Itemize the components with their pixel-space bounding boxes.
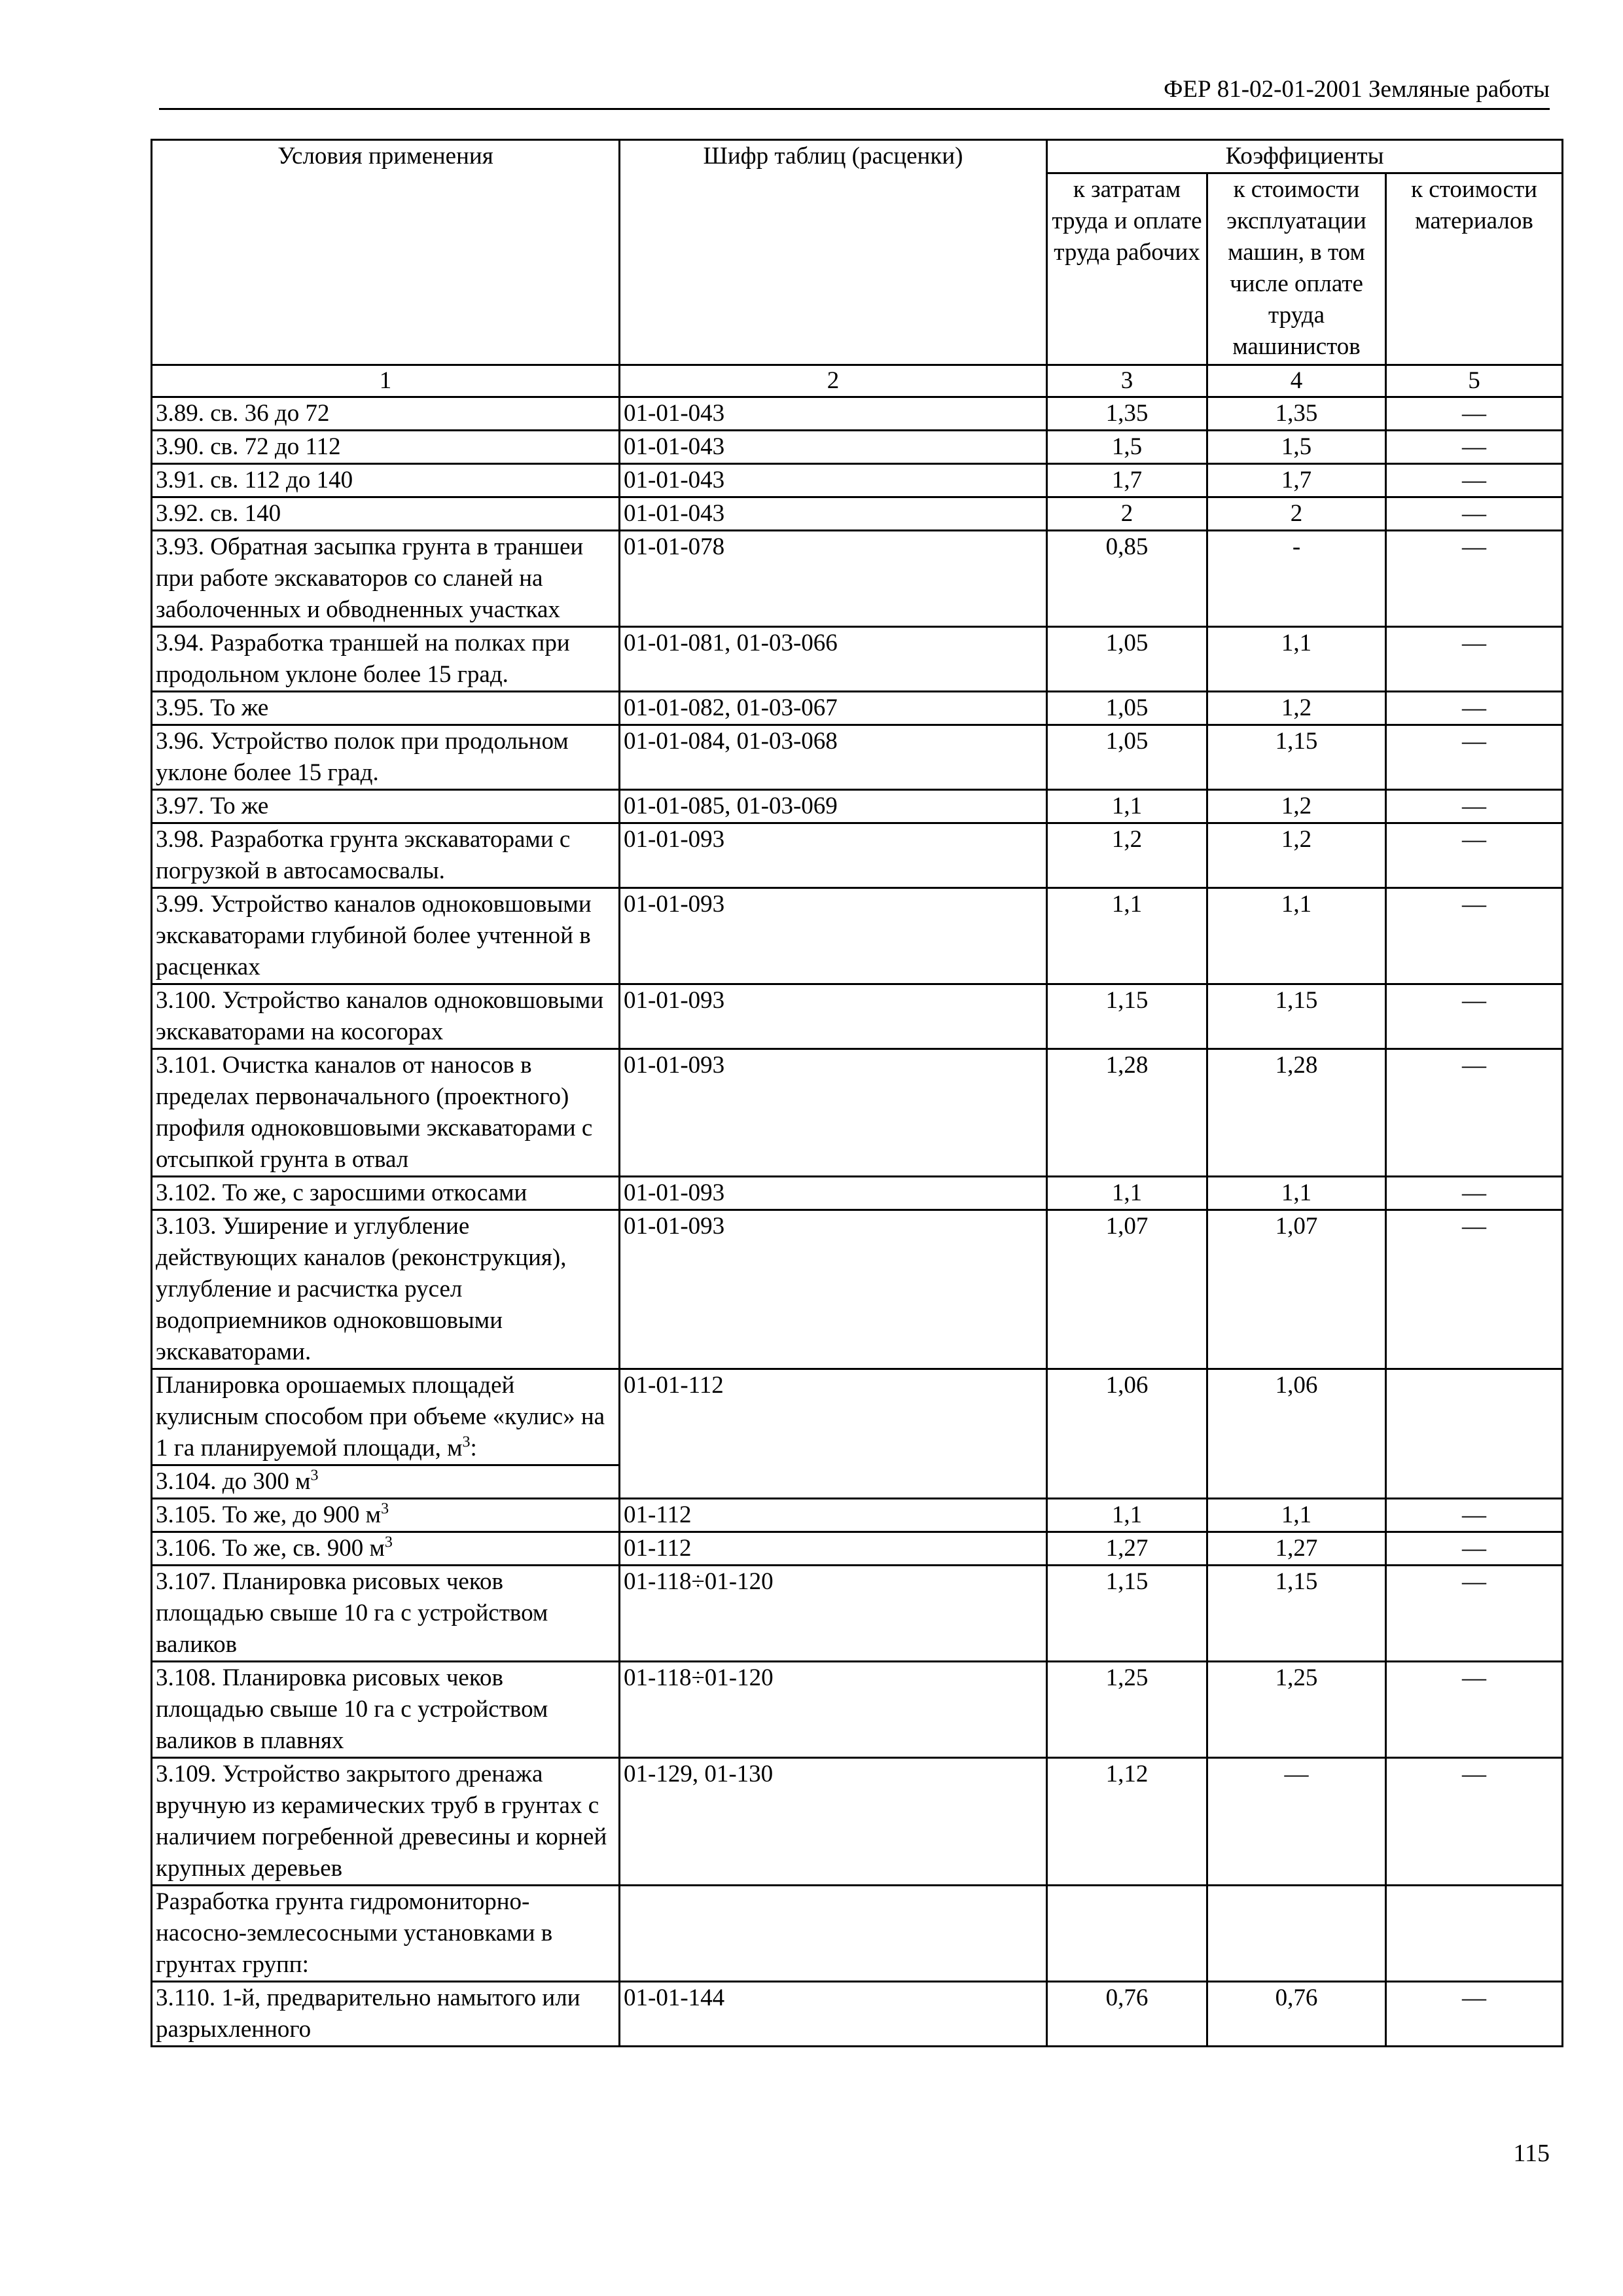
row-labor-coefficient: 1,1 xyxy=(1047,888,1207,984)
header-code: Шифр таблиц (расценки) xyxy=(620,140,1047,365)
row-labor-coefficient: 1,05 xyxy=(1047,725,1207,790)
row-conditions: 3.97. То же xyxy=(152,790,620,823)
table-row-hydro-title xyxy=(152,1886,1563,1982)
row-code: 01-112 xyxy=(620,1532,1047,1566)
planning-labor: 1,06 xyxy=(1047,1369,1207,1499)
table-row xyxy=(152,725,1563,790)
row-materials-coefficient: — xyxy=(1386,1499,1563,1532)
row-materials-coefficient: — xyxy=(1386,1662,1563,1758)
row-machines-coefficient: 0,76 xyxy=(1207,1982,1386,2047)
row-materials-coefficient: — xyxy=(1386,725,1563,790)
row-conditions: 3.93. Обратная засыпка грунта в траншеи при работе экскаваторов со сланей на заболоченных и обводненных участках xyxy=(152,531,620,627)
row-conditions: 3.98. Разработка грунта экскаваторами с погрузкой в автосамосвалы. xyxy=(152,823,620,888)
row-labor-coefficient: 0,85 xyxy=(1047,531,1207,627)
row-machines-coefficient: 1,1 xyxy=(1207,1177,1386,1210)
row-materials-coefficient: — xyxy=(1386,1982,1563,2047)
row-conditions: 3.102. То же, с заросшими откосами xyxy=(152,1177,620,1210)
row-labor-coefficient: 1,7 xyxy=(1047,464,1207,497)
table-row xyxy=(152,1662,1563,1758)
column-number: 3 xyxy=(1047,365,1207,397)
row-machines-coefficient: 1,2 xyxy=(1207,790,1386,823)
row-materials-coefficient: — xyxy=(1386,497,1563,531)
row-machines-coefficient: 1,35 xyxy=(1207,397,1386,431)
row-machines-coefficient: 1,25 xyxy=(1207,1662,1386,1758)
row-materials-coefficient: — xyxy=(1386,431,1563,464)
row-machines-coefficient: 1,28 xyxy=(1207,1049,1386,1177)
row-conditions: 3.100. Устройство каналов одноковшовыми экскаваторами на косогорах xyxy=(152,984,620,1049)
table-row xyxy=(152,888,1563,984)
row-conditions: 3.89. св. 36 до 72 xyxy=(152,397,620,431)
row-conditions: 3.99. Устройство каналов одноковшовыми экскаваторами глубиной более учтенной в расценках xyxy=(152,888,620,984)
column-number: 2 xyxy=(620,365,1047,397)
row-conditions: 3.91. св. 112 до 140 xyxy=(152,464,620,497)
row-machines-coefficient: 1,27 xyxy=(1207,1532,1386,1566)
table-row xyxy=(152,627,1563,692)
row-conditions: 3.90. св. 72 до 112 xyxy=(152,431,620,464)
row-labor-coefficient: 1,15 xyxy=(1047,984,1207,1049)
empty-cell xyxy=(1047,1886,1207,1982)
row-code: 01-112 xyxy=(620,1499,1047,1532)
row-code: 01-01-093 xyxy=(620,1049,1047,1177)
planning-materials xyxy=(1386,1369,1563,1499)
planning-group xyxy=(152,1369,1563,1499)
planning-code: 01-01-112 xyxy=(620,1369,1047,1499)
table-row xyxy=(152,1758,1563,1886)
row-machines-coefficient: 1,1 xyxy=(1207,627,1386,692)
row-materials-coefficient: — xyxy=(1386,1566,1563,1662)
row-labor-coefficient: 1,1 xyxy=(1047,1177,1207,1210)
row-materials-coefficient: — xyxy=(1386,790,1563,823)
table-row xyxy=(152,1566,1563,1662)
row-code: 01-01-043 xyxy=(620,397,1047,431)
row-materials-coefficient: — xyxy=(1386,1210,1563,1369)
row-materials-coefficient: — xyxy=(1386,531,1563,627)
row-labor-coefficient: 2 xyxy=(1047,497,1207,531)
row-conditions: 3.103. Уширение и углубление действующих каналов (реконструкция), углубление и расчистка русел водоприемников одноковшовыми экскаваторами. xyxy=(152,1210,620,1369)
row-code: 01-01-093 xyxy=(620,984,1047,1049)
table-row xyxy=(152,1532,1563,1566)
empty-cell xyxy=(620,1886,1047,1982)
row-machines-coefficient: 1,5 xyxy=(1207,431,1386,464)
table-row xyxy=(152,1210,1563,1369)
row-machines-coefficient: - xyxy=(1207,531,1386,627)
table-row xyxy=(152,823,1563,888)
row-conditions: 3.110. 1-й, предварительно намытого или разрыхленного xyxy=(152,1982,620,2047)
row-labor-coefficient: 1,28 xyxy=(1047,1049,1207,1177)
row-materials-coefficient: — xyxy=(1386,1177,1563,1210)
table-row xyxy=(152,1177,1563,1210)
table-body-b xyxy=(152,1566,1563,1886)
row-code: 01-118÷01-120 xyxy=(620,1566,1047,1662)
column-number: 1 xyxy=(152,365,620,397)
row-machines-coefficient: 1,1 xyxy=(1207,1499,1386,1532)
row-machines-coefficient: 1,07 xyxy=(1207,1210,1386,1369)
row-code: 01-129, 01-130 xyxy=(620,1758,1047,1886)
row-labor-coefficient: 1,25 xyxy=(1047,1662,1207,1758)
row-labor-coefficient: 1,27 xyxy=(1047,1532,1207,1566)
row-conditions: 3.106. То же, св. 900 $м^3$ xyxy=(152,1532,620,1566)
row-machines-coefficient: — xyxy=(1207,1758,1386,1886)
row-machines-coefficient: 1,2 xyxy=(1207,692,1386,725)
row-code: 01-01-082, 01-03-067 xyxy=(620,692,1047,725)
table-row xyxy=(152,497,1563,531)
row-conditions: 3.104. до 300 $м^3$ xyxy=(152,1465,620,1499)
row-labor-coefficient: 1,05 xyxy=(1047,692,1207,725)
table-row xyxy=(152,984,1563,1049)
table-row-planning-title xyxy=(152,1369,1563,1465)
row-machines-coefficient: 2 xyxy=(1207,497,1386,531)
table-row xyxy=(152,1049,1563,1177)
column-number: 4 xyxy=(1207,365,1386,397)
row-materials-coefficient: — xyxy=(1386,823,1563,888)
header-row-1 xyxy=(152,140,1563,173)
row-labor-coefficient: 1,35 xyxy=(1047,397,1207,431)
row-code: 01-01-093 xyxy=(620,1177,1047,1210)
table-body-a xyxy=(152,397,1563,1369)
coefficients-table xyxy=(151,139,1563,2047)
row-machines-coefficient: 1,15 xyxy=(1207,984,1386,1049)
row-materials-coefficient: — xyxy=(1386,984,1563,1049)
row-machines-coefficient: 1,2 xyxy=(1207,823,1386,888)
column-number-row xyxy=(152,365,1563,397)
page-number: 115 xyxy=(1513,2140,1550,2167)
table-row xyxy=(152,692,1563,725)
row-conditions: 3.107. Планировка рисовых чеков площадью свыше 10 га с устройством валиков xyxy=(152,1566,620,1662)
empty-cell xyxy=(1386,1886,1563,1982)
row-machines-coefficient: 1,15 xyxy=(1207,725,1386,790)
empty-cell xyxy=(1207,1886,1386,1982)
row-code: 01-01-085, 01-03-069 xyxy=(620,790,1047,823)
table-row xyxy=(152,790,1563,823)
row-labor-coefficient: 1,1 xyxy=(1047,790,1207,823)
table-body-c xyxy=(152,1982,1563,2047)
row-materials-coefficient: — xyxy=(1386,397,1563,431)
row-machines-coefficient: 1,1 xyxy=(1207,888,1386,984)
row-machines-coefficient: 1,15 xyxy=(1207,1566,1386,1662)
planning-group-title: Планировка орошаемых площадей кулисным способом при объеме «кулис» на 1 га планируемой площади, $м^3$: xyxy=(152,1369,620,1465)
row-conditions: 3.96. Устройство полок при продольном уклоне более 15 град. xyxy=(152,725,620,790)
running-header: ФЕР 81-02-01-2001 Земляные работы xyxy=(1164,76,1550,103)
row-code: 01-01-093 xyxy=(620,823,1047,888)
row-conditions: 3.108. Планировка рисовых чеков площадью свыше 10 га с устройством валиков в плавнях xyxy=(152,1662,620,1758)
header-materials: к стоимости материалов xyxy=(1386,173,1563,365)
row-code: 01-01-093 xyxy=(620,1210,1047,1369)
row-conditions: 3.95. То же xyxy=(152,692,620,725)
row-code: 01-01-043 xyxy=(620,497,1047,531)
row-code: 01-01-093 xyxy=(620,888,1047,984)
hydro-group xyxy=(152,1886,1563,1982)
row-labor-coefficient: 1,1 xyxy=(1047,1499,1207,1532)
row-conditions: 3.109. Устройство закрытого дренажа вручную из керамических труб в грунтах с наличием погребенной древесины и корней крупных деревьев xyxy=(152,1758,620,1886)
row-labor-coefficient: 1,15 xyxy=(1047,1566,1207,1662)
row-conditions: 3.92. св. 140 xyxy=(152,497,620,531)
row-machines-coefficient: 1,7 xyxy=(1207,464,1386,497)
column-number: 5 xyxy=(1386,365,1563,397)
row-code: 01-01-043 xyxy=(620,431,1047,464)
planning-machines: 1,06 xyxy=(1207,1369,1386,1499)
header-coefficients: Коэффициенты xyxy=(1047,140,1563,173)
row-materials-coefficient: — xyxy=(1386,888,1563,984)
row-materials-coefficient: — xyxy=(1386,464,1563,497)
row-conditions: 3.94. Разработка траншей на полках при продольном уклоне более 15 град. xyxy=(152,627,620,692)
row-code: 01-01-084, 01-03-068 xyxy=(620,725,1047,790)
row-code: 01-118÷01-120 xyxy=(620,1662,1047,1758)
table-row xyxy=(152,431,1563,464)
table-row xyxy=(152,1499,1563,1532)
row-labor-coefficient: 1,5 xyxy=(1047,431,1207,464)
header-machines: к стоимости эксплуатации машин, в том числе оплате труда машинистов xyxy=(1207,173,1386,365)
row-code: 01-01-043 xyxy=(620,464,1047,497)
row-materials-coefficient: — xyxy=(1386,1532,1563,1566)
header-labor: к затратам труда и оплате труда рабочих xyxy=(1047,173,1207,365)
row-materials-coefficient: — xyxy=(1386,1049,1563,1177)
hydro-group-title: Разработка грунта гидромониторно-насосно-землесосными установками в грунтах групп: xyxy=(152,1886,620,1982)
row-code: 01-01-081, 01-03-066 xyxy=(620,627,1047,692)
row-labor-coefficient: 1,05 xyxy=(1047,627,1207,692)
row-code: 01-01-078 xyxy=(620,531,1047,627)
header-conditions: Условия применения xyxy=(152,140,620,365)
table-row xyxy=(152,397,1563,431)
row-labor-coefficient: 1,2 xyxy=(1047,823,1207,888)
header-rule xyxy=(159,108,1550,110)
row-labor-coefficient: 1,07 xyxy=(1047,1210,1207,1369)
row-labor-coefficient: 1,12 xyxy=(1047,1758,1207,1886)
row-materials-coefficient: — xyxy=(1386,627,1563,692)
row-materials-coefficient: — xyxy=(1386,1758,1563,1886)
table-row xyxy=(152,464,1563,497)
row-conditions: 3.101. Очистка каналов от наносов в пределах первоначального (проектного) профиля одноковшовыми экскаваторами с отсыпкой грунта в отвал xyxy=(152,1049,620,1177)
table-row xyxy=(152,531,1563,627)
row-conditions: 3.105. То же, до 900 $м^3$ xyxy=(152,1499,620,1532)
table-row xyxy=(152,1982,1563,2047)
row-labor-coefficient: 0,76 xyxy=(1047,1982,1207,2047)
row-code: 01-01-144 xyxy=(620,1982,1047,2047)
row-materials-coefficient: — xyxy=(1386,692,1563,725)
table-body-sup xyxy=(152,1499,1563,1566)
